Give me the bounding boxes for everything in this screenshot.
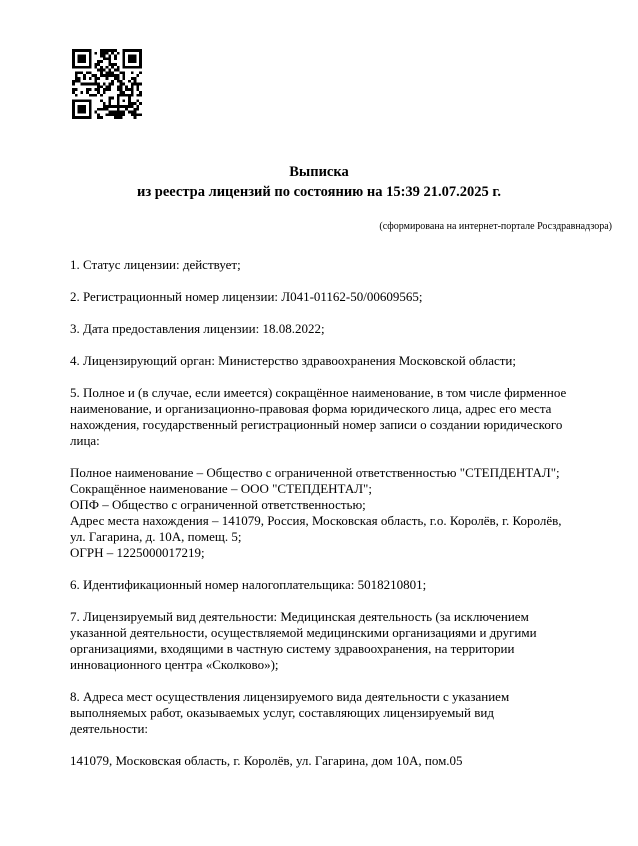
- title-line-2: из реестра лицензий по состоянию на 15:39 21.07.2025 г.: [136, 184, 502, 200]
- document-body: [70, 257, 575, 769]
- org-ogrn: ОГРН – 1225000017219;: [70, 545, 205, 560]
- item-5-legal-entity-heading: 5. Полное и (в случае, если имеется) сокращённое наименование, в том числе фирменное наименование, и организационно-правовая форма юридического лица, адрес его места нахождения, государственный регистрационный номер записи о создании юридического лица:: [70, 385, 567, 448]
- page-title: [0, 162, 638, 202]
- org-full-name: Полное наименование – Общество с ограниченной ответственностью "СТЕПДЕНТАЛ";: [70, 465, 560, 480]
- org-address: Адрес места нахождения – 141079, Россия, Московская область, г.о. Королёв, г. Королёв, ул. Гагарина, д. 10А, помещ. 5;: [70, 513, 562, 544]
- item-1-license-status: 1. Статус лицензии: действует;: [70, 257, 241, 272]
- title-line-1: Выписка: [289, 164, 349, 180]
- item-6-taxpayer-id: 6. Идентификационный номер налогоплательщика: 5018210801;: [70, 577, 427, 592]
- org-details-block: [70, 465, 575, 561]
- item-3-license-date: 3. Дата предоставления лицензии: 18.08.2022;: [70, 321, 325, 336]
- subtitle: (сформирована на интернет-портале Росздравнадзора): [379, 221, 612, 232]
- item-2-registration-number: 2. Регистрационный номер лицензии: Л041-01162-50/00609565;: [70, 289, 423, 304]
- item-8-activity-addresses-heading: 8. Адреса мест осуществления лицензируемого вида деятельности с указанием выполняемых работ, оказываемых услуг, составляющих лицензируемый вид деятельности:: [70, 689, 510, 736]
- qr-code-icon: [72, 49, 142, 119]
- item-7-licensed-activity: 7. Лицензируемый вид деятельности: Медицинская деятельность (за исключением указанной деятельности, осуществляемой медицинскими организациями и другими организациями, входящими в частную систему здравоохранения, на территории инновационного центра «Сколково»);: [70, 609, 537, 672]
- org-short-name: Сокращённое наименование – ООО "СТЕПДЕНТАЛ";: [70, 481, 372, 496]
- activity-address-line: 141079, Московская область, г. Королёв, ул. Гагарина, дом 10А, пом.05: [70, 753, 463, 768]
- item-4-licensing-authority: 4. Лицензирующий орган: Министерство здравоохранения Московской области;: [70, 353, 516, 368]
- org-opf: ОПФ – Общество с ограниченной ответственностью;: [70, 497, 366, 512]
